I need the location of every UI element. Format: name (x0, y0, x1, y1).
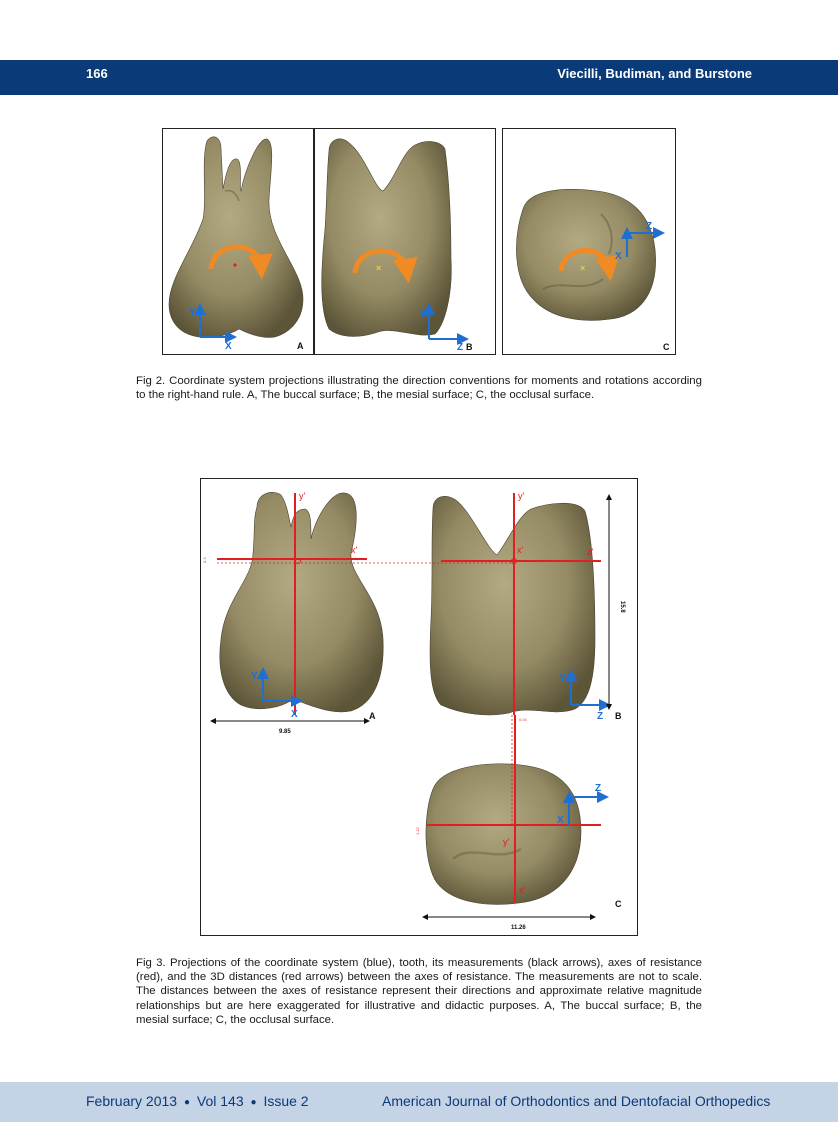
tooth-a (220, 492, 383, 712)
tooth-occlusal-view (516, 189, 655, 320)
fig2a-axis-up-label: Y (189, 307, 196, 318)
fig2b-axis-up-label: Y (419, 309, 426, 320)
fig3-c-z-label: Z (595, 783, 602, 794)
running-header (0, 60, 838, 95)
fig3-b-z-label: Z (597, 711, 604, 722)
svg-text:×: × (580, 263, 586, 273)
fig3-panel-a-letter: A (369, 711, 376, 721)
fig2c-axis-side-label: X (615, 251, 622, 262)
fig3-panel-b-letter: B (615, 711, 622, 721)
fig3-caption-text: Projections of the coordinate system (blue), tooth, its measurements (black arrows), axes of resistance (red), and the 3D distances (red arrows) between the axes of resistance. The measurements are not to scale. The distances between the axes of resistance represent their directions and approximate relative magnitude relationships but are here exaggerated for illustrative and didactic purposes. A, The buccal surface; B, the mesial surface; C, the occlusal surface. (136, 957, 702, 1026)
fig3-a-y-prime: y' (299, 491, 306, 501)
fig3-distance-c: 1.12 (415, 827, 420, 835)
fig2-panel-b-letter: B (466, 342, 473, 352)
fig3-c-y-prime: y' (503, 837, 510, 847)
footer-volume: Vol 143 (196, 1093, 244, 1109)
tooth-mesial-view (322, 139, 452, 337)
fig2b-axis-side-label: Z (457, 342, 464, 353)
fig2-panel-a-letter: A (297, 341, 304, 351)
fig3-c-x-label: X (557, 815, 564, 826)
footer-date: February 2013 (86, 1093, 178, 1109)
fig2-caption-text: Coordinate system projections illustrating the direction conventions for moments and rotations according to the right-hand rule. A, The buccal surface; B, the mesial surface; C, the occlusal surface. (136, 375, 702, 402)
fig3-b-y-prime: y' (518, 491, 525, 501)
fig3-distance-ab: 0.04 (519, 717, 527, 722)
fig3-b-y-label: Y (559, 673, 566, 684)
running-authors: Viecilli, Budiman, and Burstone (557, 66, 752, 81)
bullet-separator-1: ● (183, 1097, 190, 1108)
fig3-panel-c-letter: C (615, 899, 622, 909)
tooth-c (426, 764, 581, 905)
bullet-separator-2: ● (250, 1097, 257, 1108)
fig2-caption (136, 374, 702, 402)
running-footer (0, 1082, 838, 1122)
fig3-a-x-prime: x' (351, 545, 358, 555)
figure-2 (162, 128, 677, 355)
fig3-a-y-label: Y (251, 671, 258, 682)
fig2-caption-label: Fig 2. (136, 375, 166, 387)
fig3-b-x-prime: x' (517, 545, 524, 555)
fig2-panel-b (314, 128, 496, 355)
page-number: 166 (86, 66, 108, 81)
fig2-panel-c (502, 128, 676, 355)
footer-issue: Issue 2 (263, 1093, 309, 1109)
svg-text:×: × (376, 263, 382, 273)
fig2-panel-c-letter: C (663, 342, 670, 352)
fig3-caption (136, 956, 702, 1027)
fig3-c-x-prime: x' (519, 885, 526, 895)
footer-issue-info (86, 1093, 309, 1109)
fig3-distance-a: 0.3 (202, 557, 207, 563)
fig3-measure-a: 9.85 (279, 729, 291, 735)
fig2a-axis-side-label: X (225, 341, 232, 352)
fig3-a-x-label: X (291, 709, 298, 720)
fig3-b-z-prime: z' (587, 547, 594, 557)
fig3-measure-b: 15.8 (619, 601, 625, 613)
fig2c-axis-up-label: Z (646, 221, 653, 232)
figure-3 (200, 478, 638, 936)
fig3-measure-c: 11.26 (511, 925, 526, 931)
footer-journal-name: American Journal of Orthodontics and Dentofacial Orthopedics (382, 1093, 771, 1109)
fig2-panel-a (162, 128, 314, 355)
fig3-caption-label: Fig 3. (136, 957, 166, 969)
